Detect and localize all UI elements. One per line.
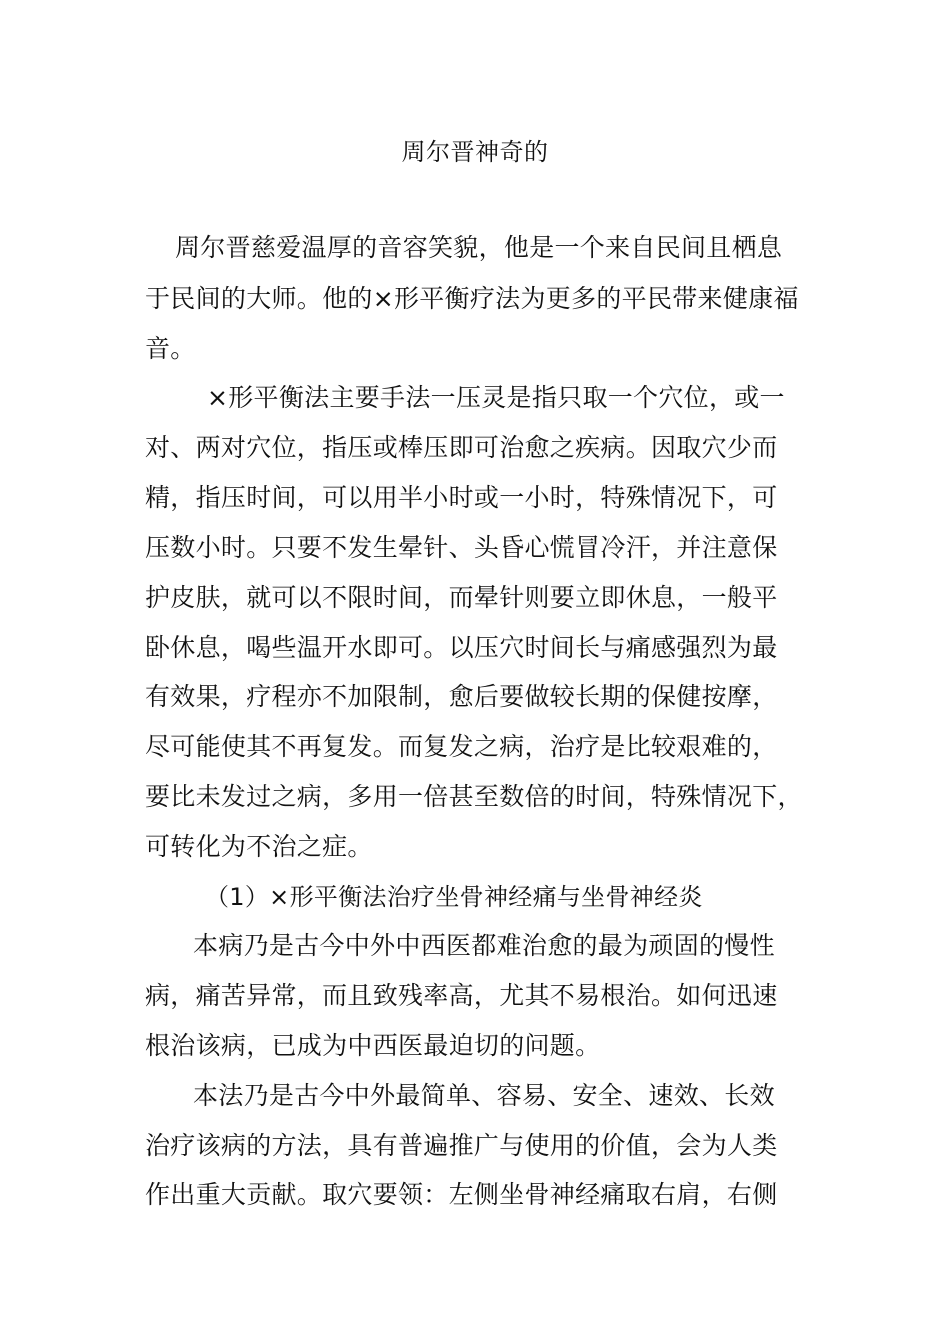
paragraph-2-line-3: 精，指压时间，可以用半小时或一小时，特殊情况下，可: [145, 483, 778, 512]
document-title: 周尔晋神奇的: [401, 138, 549, 166]
paragraph-2-line-6: 卧休息，喝些温开水即可。以压穴时间长与痛感强烈为最: [145, 633, 778, 662]
paragraph-3-line-1: 本病乃是古今中外中西医都难治愈的最为顽固的慢性: [193, 931, 775, 960]
paragraph-2-line-5: 护皮肤，就可以不限时间，而晕针则要立即休息，一般平: [145, 583, 778, 612]
paragraph-2-line-10: 可转化为不治之症。: [145, 832, 373, 861]
paragraph-2-line-1: ×形平衡法主要手法一压灵是指只取一个穴位，或一: [207, 383, 785, 412]
paragraph-2-line-7: 有效果，疗程亦不加限制，愈后要做较长期的保健按摩，: [145, 682, 778, 711]
paragraph-2-line-2: 对、两对穴位，指压或棒压即可治愈之疾病。因取穴少而: [145, 433, 778, 462]
paragraph-3-line-3: 根治该病，已成为中西医最迫切的问题。: [145, 1031, 601, 1060]
paragraph-2-line-9: 要比未发过之病，多用一倍甚至数倍的时间，特殊情况下，: [145, 782, 803, 811]
paragraph-3-line-2: 病，痛苦异常，而且致残率高，尤其不易根治。如何迅速: [145, 981, 778, 1010]
paragraph-1-line-2: 于民间的大师。他的×形平衡疗法为更多的平民带来健康福: [145, 284, 799, 313]
paragraph-1-line-1: 周尔晋慈爱温厚的音容笑貌，他是一个来自民间且栖息: [175, 233, 783, 262]
paragraph-1-line-3: 音。: [145, 334, 196, 363]
paragraph-4-line-3: 作出重大贡献。取穴要领：左侧坐骨神经痛取右肩，右侧: [145, 1180, 778, 1209]
paragraph-2-line-4: 压数小时。只要不发生晕针、头昏心慌冒冷汗，并注意保: [145, 533, 778, 562]
section-heading: （1）×形平衡法治疗坐骨神经痛与坐骨神经炎: [205, 883, 703, 911]
paragraph-4-line-1: 本法乃是古今中外最简单、容易、安全、速效、长效: [193, 1081, 775, 1110]
paragraph-4-line-2: 治疗该病的方法，具有普遍推广与使用的价值，会为人类: [145, 1131, 778, 1160]
paragraph-2-line-8: 尽可能使其不再复发。而复发之病，治疗是比较艰难的，: [145, 732, 778, 761]
